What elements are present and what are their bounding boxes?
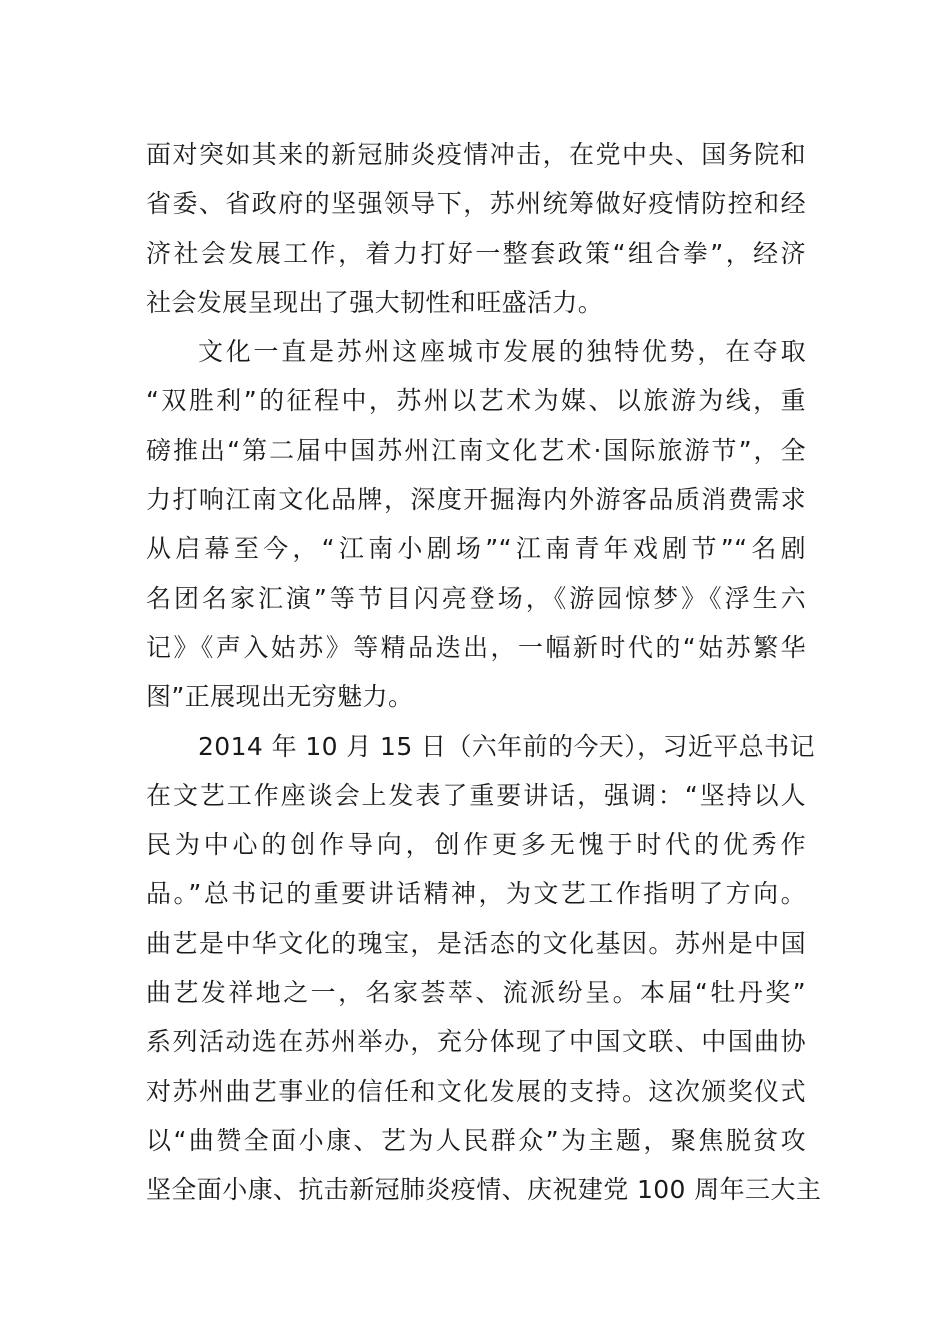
text-line: 力打响江南文化品牌，深度开掘海内外游客品质消费需求 — [146, 485, 806, 515]
text-line: 记》《声入姑苏》等精品迭出，一幅新时代的“姑苏繁华 — [146, 632, 806, 662]
text-line: 系列活动选在苏州举办，充分体现了中国文联、中国曲协 — [146, 1027, 806, 1057]
text-line: 磅推出“第二届中国苏州江南文化艺术·国际旅游节”，全 — [146, 435, 806, 465]
text-line: 民为中心的创作导向，创作更多无愧于时代的优秀作 — [146, 830, 806, 860]
text-line: 名团名家汇演”等节目闪亮登场，《游园惊梦》《浮生六 — [146, 583, 806, 613]
text-line: 坚全面小康、抗击新冠肺炎疫情、庆祝建党 100 周年三大主 — [146, 1175, 822, 1205]
text-line: 图”正展现出无穷魅力。 — [146, 682, 414, 712]
text-line: 省委、省政府的坚强领导下，苏州统筹做好疫情防控和经 — [146, 189, 806, 219]
paragraph — [146, 130, 806, 327]
text-line: 以“曲赞全面小康、艺为人民群众”为主题，聚焦脱贫攻 — [146, 1125, 806, 1155]
paragraph — [146, 722, 822, 1215]
text-line: 品。”总书记的重要讲话精神，为文艺工作指明了方向。 — [146, 879, 806, 909]
text-line: 曲艺是中华文化的瑰宝，是活态的文化基因。苏州是中国 — [146, 928, 806, 958]
text-line: 济社会发展工作，着力打好一整套政策“组合拳”，经济 — [146, 238, 806, 268]
text-line: 在文艺工作座谈会上发表了重要讲话，强调：“坚持以人 — [146, 780, 806, 810]
text-line: 从启幕至今，“江南小剧场”“江南青年戏剧节”“名剧 — [146, 534, 806, 564]
text-line: 2014 年 10 月 15 日（六年前的今天），习近平总书记 — [198, 731, 815, 761]
text-line: 曲艺发祥地之一，名家荟萃、流派纷呈。本届“牡丹奖” — [146, 978, 806, 1008]
article-body — [146, 130, 822, 1215]
text-line: “双胜利”的征程中，苏州以艺术为媒、以旅游为线，重 — [146, 386, 806, 416]
text-line: 面对突如其来的新冠肺炎疫情冲击，在党中央、国务院和 — [146, 140, 806, 169]
text-line: 文化一直是苏州这座城市发展的独特优势，在夺取 — [198, 337, 806, 367]
text-line: 对苏州曲艺事业的信任和文化发展的支持。这次颁奖仪式 — [146, 1076, 806, 1106]
text-line: 社会发展呈现出了强大韧性和旺盛活力。 — [146, 287, 604, 317]
paragraph — [146, 327, 806, 721]
